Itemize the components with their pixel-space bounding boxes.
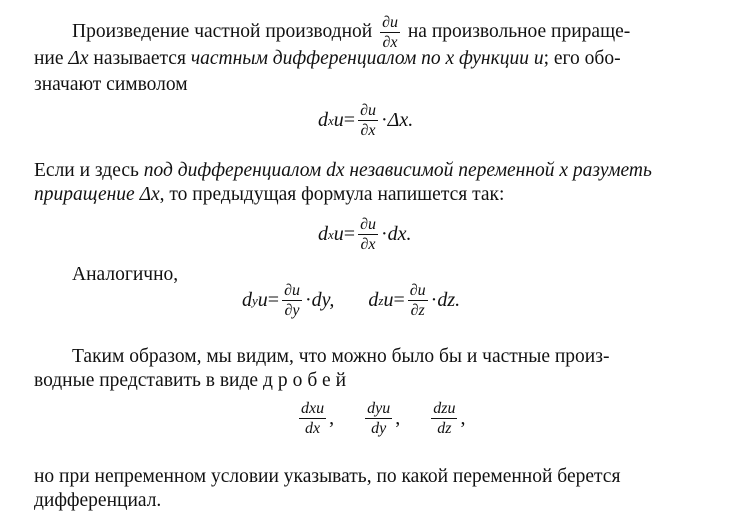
fraction-numerator: ∂u bbox=[409, 282, 426, 299]
rhs-term: dy, bbox=[311, 289, 335, 311]
subscript: y bbox=[252, 292, 258, 308]
para2-text-b: , то предыдущая формула напишется так: bbox=[159, 184, 505, 205]
fraction-numerator: dxu bbox=[301, 400, 325, 417]
rhs-term: dz. bbox=[437, 289, 461, 311]
para2-line1 bbox=[34, 160, 652, 182]
para3-text-a: Таким образом, мы видим, что можно было бы и частные произ- bbox=[72, 346, 610, 367]
dot-operator: · bbox=[430, 289, 438, 311]
dyu-dy-fraction bbox=[365, 400, 392, 437]
fraction-numerator: ∂u bbox=[382, 14, 398, 31]
para2-line2 bbox=[34, 184, 504, 206]
para1-text-d: называется bbox=[93, 48, 186, 69]
spaced-word-fractions: дробей bbox=[262, 370, 352, 391]
fraction-denominator: dy bbox=[371, 420, 387, 437]
subscript: x bbox=[328, 226, 334, 242]
u-symbol: u bbox=[257, 289, 268, 311]
para1-text-c: ние bbox=[34, 48, 64, 69]
para1-line2 bbox=[34, 48, 621, 70]
fraction-numerator: dzu bbox=[433, 400, 456, 417]
partial-du-dx-fraction bbox=[358, 216, 378, 253]
formula-dyu-dzu bbox=[242, 282, 460, 319]
formula-dxu-dx bbox=[318, 216, 412, 253]
d-symbol: d bbox=[368, 289, 379, 311]
para1-text-a: Произведение частной производной bbox=[72, 20, 373, 42]
dot-operator: · bbox=[304, 289, 312, 311]
fraction-denominator: ∂x bbox=[360, 122, 376, 139]
para1-line3 bbox=[34, 74, 188, 96]
dzu-dz-fraction bbox=[431, 400, 457, 437]
para4-text-a: но при непременном условии указывать, по какой переменной берется bbox=[34, 466, 621, 487]
para4-line2 bbox=[34, 490, 161, 512]
subscript: x bbox=[328, 112, 334, 128]
equals-sign: = bbox=[267, 289, 280, 311]
fraction-denominator: ∂y bbox=[284, 302, 300, 319]
differential-fractions-row bbox=[296, 400, 465, 437]
subscript: z bbox=[378, 292, 384, 308]
comma: , bbox=[460, 407, 466, 429]
para1-text-e: ; его обо- bbox=[543, 48, 621, 69]
fraction-denominator: ∂x bbox=[382, 34, 398, 51]
fraction-numerator: ∂u bbox=[360, 216, 376, 233]
fraction-denominator: dx bbox=[305, 420, 321, 437]
para4-line1 bbox=[34, 466, 620, 488]
term-partial-differential: частным дифференциалом по x функции u bbox=[190, 48, 544, 69]
equals-sign: = bbox=[343, 109, 356, 131]
dot-operator: · bbox=[380, 223, 388, 245]
fraction-denominator: dz bbox=[437, 420, 452, 437]
u-symbol: u bbox=[333, 109, 344, 131]
para3-text-b: водные представить в виде bbox=[34, 370, 259, 391]
rhs-term: Δx. bbox=[387, 109, 414, 131]
u-symbol: u bbox=[333, 223, 344, 245]
fraction-numerator: ∂u bbox=[284, 282, 300, 299]
para2-italic-b: приращение Δx bbox=[34, 184, 160, 205]
rhs-term: dx. bbox=[387, 223, 412, 245]
comma: , bbox=[329, 407, 335, 429]
d-symbol: d bbox=[318, 223, 328, 245]
para2-text-a: Если и здесь bbox=[34, 160, 139, 181]
para4-text-b: дифференциал. bbox=[34, 490, 162, 511]
partial-du-dz-fraction bbox=[408, 282, 428, 319]
analogously-text: Аналогично, bbox=[72, 264, 179, 285]
para2-italic-a: под дифференциалом dx независимой переменной x разуметь bbox=[143, 160, 652, 181]
u-symbol: u bbox=[383, 289, 394, 311]
fraction-denominator: ∂x bbox=[360, 236, 376, 253]
dot-operator: · bbox=[380, 109, 388, 131]
fraction-denominator: ∂z bbox=[410, 302, 425, 319]
fraction-numerator: ∂u bbox=[360, 102, 376, 119]
d-symbol: d bbox=[242, 289, 252, 311]
para3-line1 bbox=[72, 346, 609, 368]
delta-x: Δx bbox=[68, 48, 89, 69]
partial-du-dx-fraction bbox=[380, 14, 400, 51]
fraction-numerator: dyu bbox=[367, 400, 391, 417]
partial-du-dy-fraction bbox=[282, 282, 302, 319]
para1-text-f: значают символом bbox=[34, 74, 188, 95]
para3-line2 bbox=[34, 370, 351, 392]
d-symbol: d bbox=[318, 109, 328, 131]
comma: , bbox=[395, 407, 401, 429]
equals-sign: = bbox=[393, 289, 405, 311]
para1-line1 bbox=[72, 14, 630, 51]
dxu-dx-fraction bbox=[299, 400, 326, 437]
para1-text-b: на произвольное прираще- bbox=[407, 20, 631, 42]
analogously-line bbox=[72, 264, 178, 286]
equals-sign: = bbox=[343, 223, 356, 245]
formula-dxu bbox=[318, 102, 413, 139]
partial-du-dx-fraction bbox=[358, 102, 378, 139]
